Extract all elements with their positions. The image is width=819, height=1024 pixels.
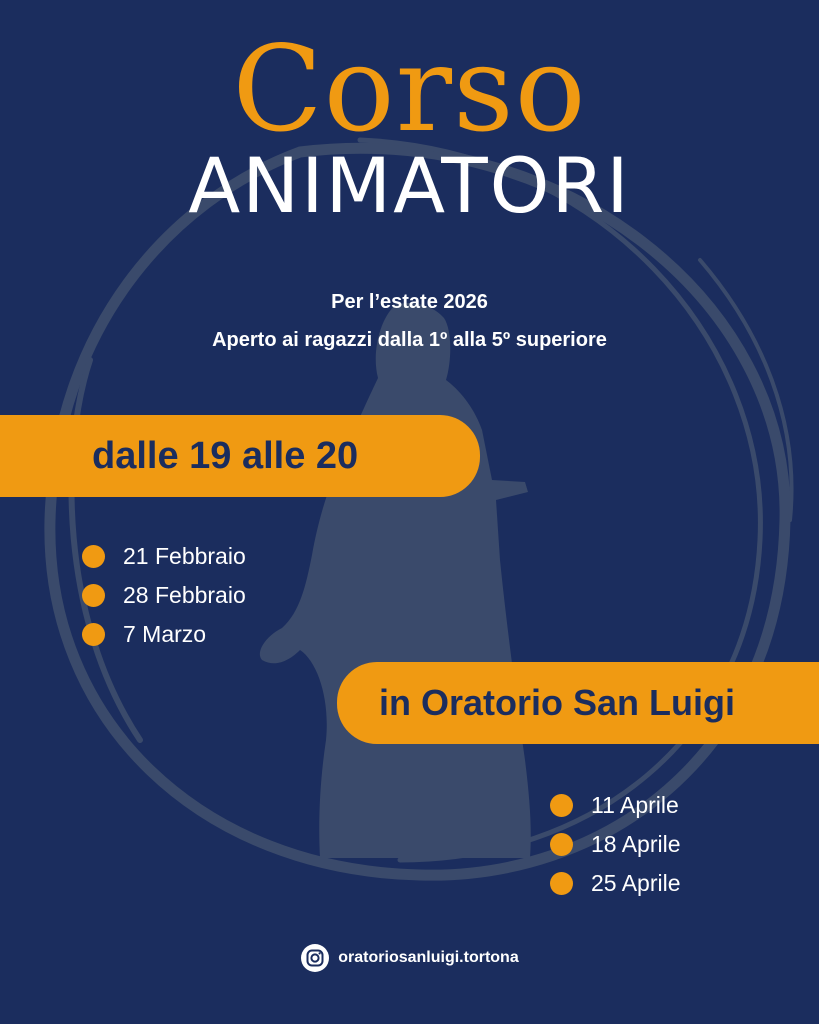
date-label: 7 Marzo — [123, 621, 207, 647]
subtitle-season: Per l’estate 2026 — [331, 291, 488, 313]
bullet-dot-icon — [82, 545, 105, 568]
time-banner: dalle 19 alle 20 — [0, 415, 480, 497]
social-handle-label[interactable]: oratoriosanluigi.tortona — [338, 949, 519, 966]
bullet-dot-icon — [550, 794, 573, 817]
date-list-winter — [82, 537, 246, 654]
date-label: 28 Febbraio — [123, 582, 246, 608]
statue-silhouette — [260, 303, 531, 858]
bullet-dot-icon — [82, 623, 105, 646]
instagram-icon — [300, 943, 330, 973]
subtitle-audience: Aperto ai ragazzi dalla 1º alla 5º superiore — [212, 329, 607, 351]
bullet-dot-icon — [550, 872, 573, 895]
list-item — [82, 576, 246, 615]
title-animatori: ANIMATORI — [188, 141, 631, 230]
date-label: 21 Febbraio — [123, 543, 246, 569]
title-corso: Corso — [232, 20, 587, 158]
list-item — [550, 786, 681, 825]
list-item — [82, 537, 246, 576]
list-item — [550, 825, 681, 864]
bullet-dot-icon — [82, 584, 105, 607]
social-handle[interactable] — [0, 943, 819, 973]
list-item — [550, 864, 681, 903]
list-item — [82, 615, 246, 654]
date-label: 18 Aprile — [591, 831, 681, 857]
place-banner: in Oratorio San Luigi — [337, 662, 819, 744]
date-label: 25 Aprile — [591, 870, 681, 896]
bullet-dot-icon — [550, 833, 573, 856]
date-list-spring — [550, 786, 681, 903]
date-label: 11 Aprile — [591, 792, 679, 818]
